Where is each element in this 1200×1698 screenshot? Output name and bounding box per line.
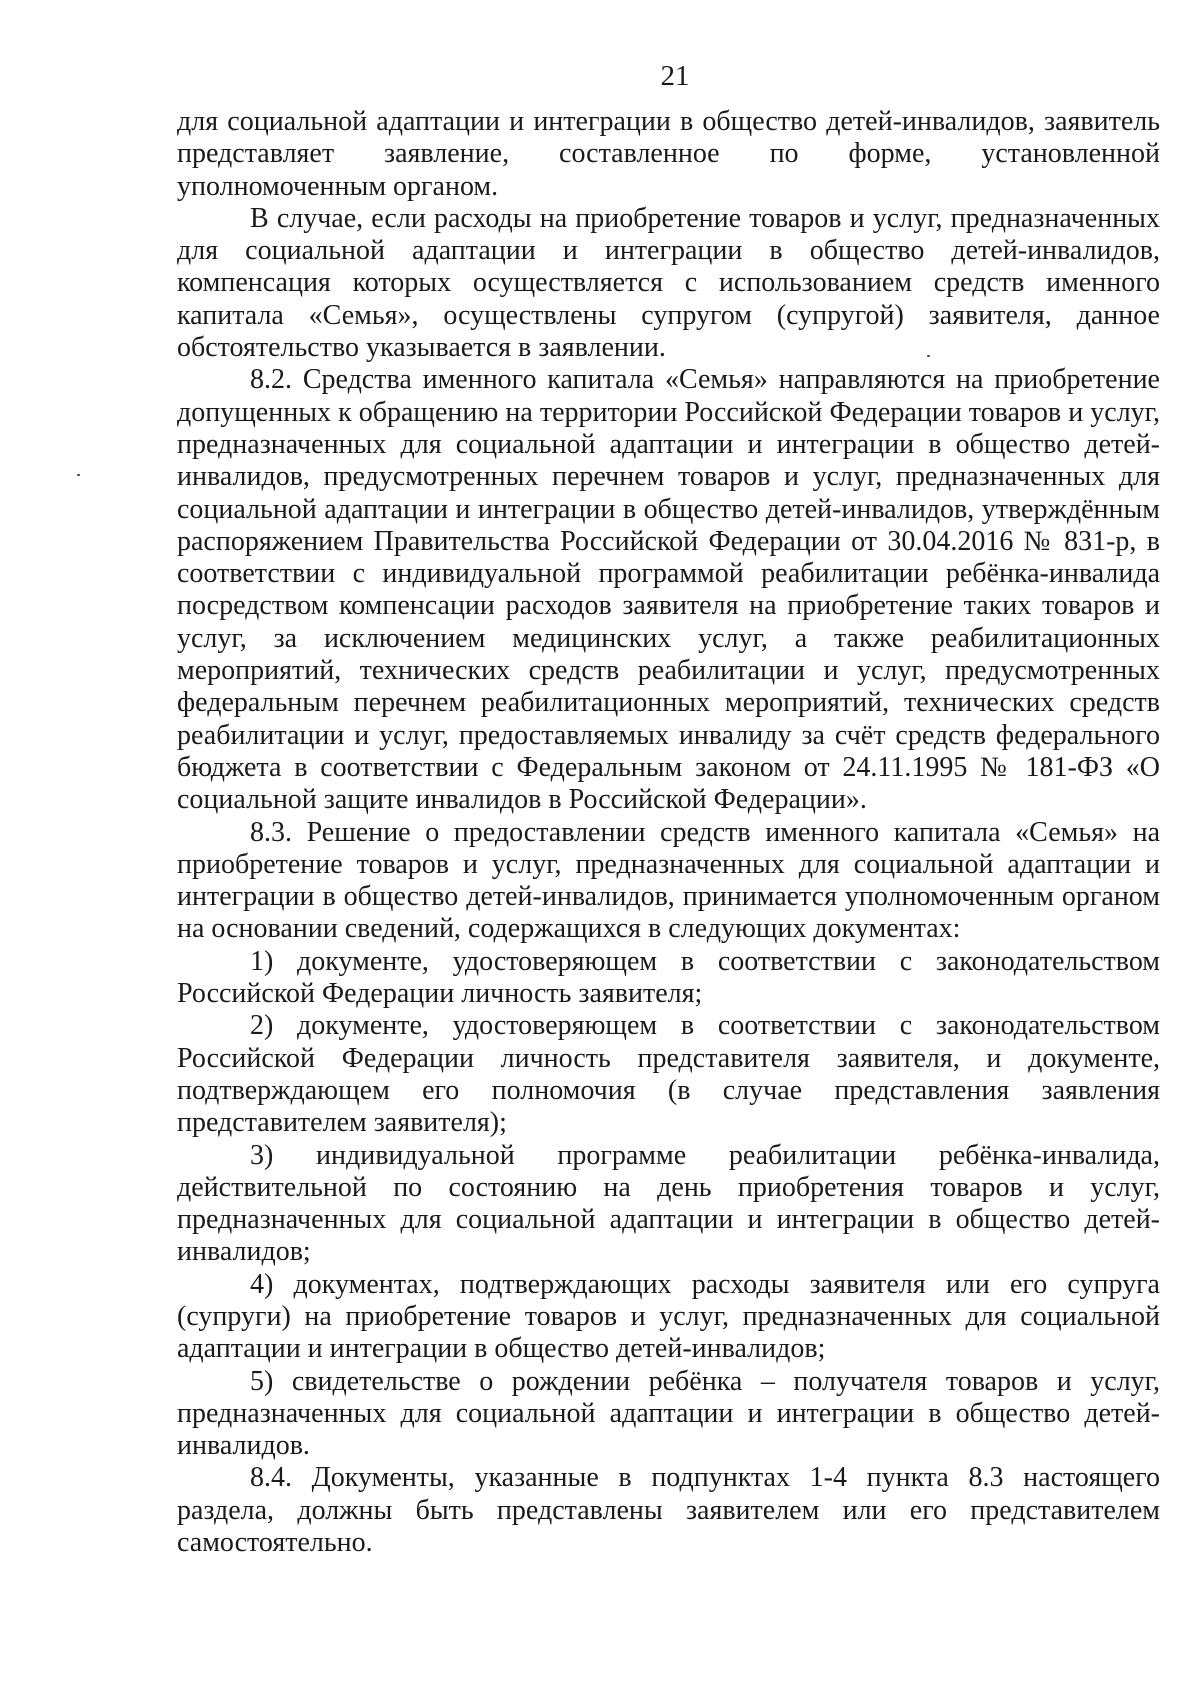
- paragraph-spouse-expenses: В случае, если расходы на приобретение товаров и услуг, предназначенных для социальной адаптации и интеграции в общество детей-инвалидов, компенсация которых осуществляется с использованием средств именного капитала «Семья», осуществлены супругом (супругой) заявителя, данное обстоятельство указывается в заявлении.: [177, 202, 1160, 364]
- list-item-4: 4) документах, подтверждающих расходы заявителя или его супруга (супруги) на приобретение товаров и услуг, предназначенных для социальной адаптации и интеграции в общество детей-инвалидов;: [177, 1268, 1160, 1365]
- list-item-2: 2) документе, удостоверяющем в соответствии с законодательством Российской Федерации личность представителя заявителя, и документе, подтверждающем его полномочия (в случае представления заявления представителем заявителя);: [177, 1010, 1160, 1139]
- scan-speck: [77, 474, 80, 476]
- paragraph-8-4: 8.4. Документы, указанные в подпунктах 1-4 пункта 8.3 настоящего раздела, должны быть представлены заявителем или его представителем самостоятельно.: [177, 1462, 1160, 1559]
- paragraph-continuation: для социальной адаптации и интеграции в общество детей-инвалидов, заявитель представляет заявление, составленное по форме, установленной уполномоченным органом.: [177, 106, 1160, 202]
- scan-speck: [927, 355, 930, 357]
- paragraph-8-3: 8.3. Решение о предоставлении средств именного капитала «Семья» на приобретение товаров и услуг, предназначенных для социальной адаптации и интеграции в общество детей-инвалидов, принимается уполномоченным органом на основании сведений, содержащихся в следующих документах:: [177, 816, 1160, 945]
- paragraph-8-2: 8.2. Средства именного капитала «Семья» направляются на приобретение допущенных к обращению на территории Российской Федерации товаров и услуг, предназначенных для социальной адаптации и интеграции в общество детей-инвалидов, предусмотренных перечнем товаров и услуг, предназначенных для социальной адаптации и интеграции в общество детей-инвалидов, утверждённым распоряжением Правительства Российской Федерации от 30.04.2016 № 831-р, в соответствии с индивидуальной программой реабилитации ребёнка-инвалида посредством компенсации расходов заявителя на приобретение таких товаров и услуг, за исключением медицинских услуг, а также реабилитационных мероприятий, технических средств реабилитации и услуг, предусмотренных федеральным перечнем реабилитационных мероприятий, технических средств реабилитации и услуг, предоставляемых инвалиду за счёт средств федерального бюджета в соответствии с Федеральным законом от 24.11.1995 № 181-ФЗ «О социальной защите инвалидов в Российской Федерации».: [177, 364, 1160, 816]
- page-number: 21: [660, 60, 690, 92]
- list-item-5: 5) свидетельстве о рождении ребёнка – получателя товаров и услуг, предназначенных для социальной адаптации и интеграции в общество детей-инвалидов.: [177, 1365, 1160, 1462]
- document-body: [177, 106, 1160, 1559]
- list-item-3: 3) индивидуальной программе реабилитации ребёнка-инвалида, действительной по состоянию на день приобретения товаров и услуг, предназначенных для социальной адаптации и интеграции в общество детей-инвалидов;: [177, 1139, 1160, 1268]
- list-item-1: 1) документе, удостоверяющем в соответствии с законодательством Российской Федерации личность заявителя;: [177, 945, 1160, 1010]
